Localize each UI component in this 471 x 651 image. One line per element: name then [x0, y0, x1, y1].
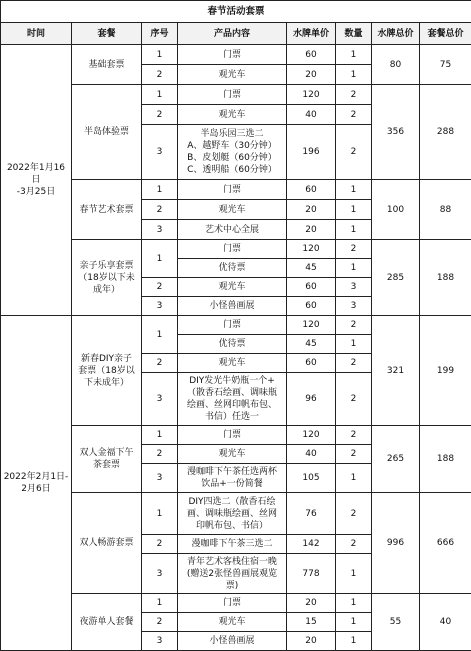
seq-cell: 3 — [142, 373, 178, 426]
unit-price-cell: 40 — [287, 105, 336, 125]
unit-price-cell: 96 — [287, 373, 336, 426]
unit-price-cell: 120 — [287, 316, 336, 335]
unit-price-cell: 60 — [287, 180, 336, 200]
seq-cell: 1 — [142, 240, 178, 278]
unit-price-cell: 120 — [287, 85, 336, 105]
product-cell: 漫咖啡下午茶三选二 — [178, 535, 287, 554]
list-total-cell: 80 — [372, 45, 420, 85]
header-unit-price: 水牌单价 — [287, 23, 336, 45]
product-cell: 门票 — [178, 180, 287, 200]
product-cell: 观光车 — [178, 354, 287, 373]
product-cell: 门票 — [178, 45, 287, 65]
seq-cell: 3 — [142, 632, 178, 651]
package-name: 新春DIY亲子 套票（18岁以 下未成年） — [72, 316, 142, 426]
quantity-cell: 1 — [336, 464, 372, 493]
unit-price-cell: 15 — [287, 613, 336, 632]
table-row — [1, 493, 471, 535]
seq-cell: 2 — [142, 613, 178, 632]
package-total-cell: 288 — [420, 85, 471, 180]
product-cell: 漫咖啡下午茶任选两杯 饮品+一份简餐 — [178, 464, 287, 493]
quantity-cell: 1 — [336, 200, 372, 220]
seq-cell: 3 — [142, 220, 178, 240]
product-cell: DIY四选二（散香石绘 画、调味瓶绘画、丝网 印帆布包、书信） — [178, 493, 287, 535]
period-cell: 2022年1月16日 -3月25日 — [1, 45, 72, 316]
unit-price-cell: 76 — [287, 493, 336, 535]
unit-price-cell: 778 — [287, 554, 336, 594]
product-cell: 小怪兽画展 — [178, 632, 287, 651]
quantity-cell: 2 — [336, 535, 372, 554]
package-total-cell: 666 — [420, 493, 471, 594]
quantity-cell: 2 — [336, 373, 372, 426]
list-total-cell: 321 — [372, 316, 420, 426]
unit-price-cell: 120 — [287, 240, 336, 259]
unit-price-cell: 60 — [287, 45, 336, 65]
unit-price-cell: 196 — [287, 125, 336, 180]
seq-cell: 1 — [142, 493, 178, 535]
package-name: 双人金福下午 茶套票 — [72, 426, 142, 493]
seq-cell: 3 — [142, 125, 178, 180]
package-total-cell: 188 — [420, 426, 471, 493]
unit-price-cell: 60 — [287, 297, 336, 316]
unit-price-cell: 40 — [287, 445, 336, 464]
seq-cell: 1 — [142, 426, 178, 445]
header-time: 时间 — [1, 23, 72, 45]
quantity-cell: 1 — [336, 259, 372, 278]
header-content: 产品内容 — [178, 23, 287, 45]
seq-cell: 2 — [142, 200, 178, 220]
header-list-total: 水牌总价 — [372, 23, 420, 45]
quantity-cell: 2 — [336, 316, 372, 335]
quantity-cell: 1 — [336, 613, 372, 632]
list-total-cell: 285 — [372, 240, 420, 316]
package-total-cell: 40 — [420, 594, 471, 651]
unit-price-cell: 20 — [287, 632, 336, 651]
package-total-cell: 199 — [420, 316, 471, 426]
table-row — [1, 240, 471, 259]
unit-price-cell: 20 — [287, 200, 336, 220]
product-cell: 小怪兽画展 — [178, 297, 287, 316]
seq-cell: 1 — [142, 594, 178, 613]
package-name: 半岛体验票 — [72, 85, 142, 180]
unit-price-cell: 45 — [287, 335, 336, 354]
product-cell: 优待票 — [178, 335, 287, 354]
unit-price-cell: 20 — [287, 594, 336, 613]
quantity-cell: 2 — [336, 354, 372, 373]
product-cell: 艺术中心全展 — [178, 220, 287, 240]
quantity-cell: 1 — [336, 554, 372, 594]
list-total-cell: 265 — [372, 426, 420, 493]
header-package-total: 套餐总价 — [420, 23, 471, 45]
table-row — [1, 85, 471, 105]
package-name: 基础套票 — [72, 45, 142, 85]
product-cell: 观光车 — [178, 613, 287, 632]
seq-cell: 2 — [142, 65, 178, 85]
list-total-cell: 100 — [372, 180, 420, 240]
quantity-cell: 2 — [336, 105, 372, 125]
seq-cell: 3 — [142, 554, 178, 594]
product-cell: 观光车 — [178, 105, 287, 125]
product-cell: 门票 — [178, 426, 287, 445]
unit-price-cell: 120 — [287, 426, 336, 445]
list-total-cell: 356 — [372, 85, 420, 180]
quantity-cell: 2 — [336, 493, 372, 535]
product-cell: 观光车 — [178, 65, 287, 85]
header-quantity: 数量 — [336, 23, 372, 45]
product-cell: DIY发光牛奶瓶一个+ （散香石绘画、调味瓶 绘画、丝网印帆布包、 书信）任选一 — [178, 373, 287, 426]
quantity-cell: 1 — [336, 632, 372, 651]
table-title: 春节活动套票 — [1, 1, 471, 23]
seq-cell: 1 — [142, 180, 178, 200]
unit-price-cell: 142 — [287, 535, 336, 554]
table-row — [1, 180, 471, 200]
unit-price-cell: 105 — [287, 464, 336, 493]
table-row — [1, 594, 471, 613]
unit-price-cell: 20 — [287, 65, 336, 85]
seq-cell: 1 — [142, 45, 178, 65]
seq-cell: 2 — [142, 105, 178, 125]
product-cell: 观光车 — [178, 445, 287, 464]
seq-cell: 1 — [142, 316, 178, 354]
unit-price-cell: 45 — [287, 259, 336, 278]
package-total-cell: 75 — [420, 45, 471, 85]
unit-price-cell: 60 — [287, 354, 336, 373]
seq-cell: 2 — [142, 278, 178, 297]
quantity-cell: 1 — [336, 180, 372, 200]
product-cell: 青年艺术客栈住宿一晚 (赠送2张怪兽画展观览 票) — [178, 554, 287, 594]
product-cell: 门票 — [178, 594, 287, 613]
quantity-cell: 2 — [336, 240, 372, 259]
list-total-cell: 996 — [372, 493, 420, 594]
product-cell: 门票 — [178, 85, 287, 105]
package-name: 亲子乐享套票 （18岁以下未 成年） — [72, 240, 142, 316]
quantity-cell: 1 — [336, 220, 372, 240]
period-cell: 2022年2月1日- 2月6日 — [1, 316, 72, 651]
product-cell: 半岛乐园三选二 A、越野车（30分钟） B、皮划艇（60分钟） C、透明船（60分钟） — [178, 125, 287, 180]
seq-cell: 3 — [142, 297, 178, 316]
quantity-cell: 3 — [336, 278, 372, 297]
quantity-cell: 1 — [336, 65, 372, 85]
list-total-cell: 55 — [372, 594, 420, 651]
package-total-cell: 88 — [420, 180, 471, 240]
table-row — [1, 45, 471, 65]
seq-cell: 3 — [142, 464, 178, 493]
seq-cell: 2 — [142, 445, 178, 464]
product-cell: 门票 — [178, 316, 287, 335]
quantity-cell: 2 — [336, 445, 372, 464]
package-name: 双人畅游套票 — [72, 493, 142, 594]
quantity-cell: 1 — [336, 45, 372, 65]
package-name: 春节艺术套票 — [72, 180, 142, 240]
seq-cell: 1 — [142, 85, 178, 105]
quantity-cell: 1 — [336, 335, 372, 354]
package-total-cell: 188 — [420, 240, 471, 316]
package-name: 夜游单人套餐 — [72, 594, 142, 651]
header-package: 套餐 — [72, 23, 142, 45]
product-cell: 优待票 — [178, 259, 287, 278]
product-cell: 观光车 — [178, 278, 287, 297]
unit-price-cell: 20 — [287, 220, 336, 240]
quantity-cell: 2 — [336, 125, 372, 180]
seq-cell: 2 — [142, 535, 178, 554]
quantity-cell: 2 — [336, 426, 372, 445]
quantity-cell: 3 — [336, 297, 372, 316]
product-cell: 观光车 — [178, 200, 287, 220]
table-row — [1, 316, 471, 335]
table-row — [1, 426, 471, 445]
quantity-cell: 2 — [336, 85, 372, 105]
product-cell: 门票 — [178, 240, 287, 259]
header-seq: 序号 — [142, 23, 178, 45]
quantity-cell: 1 — [336, 594, 372, 613]
seq-cell: 2 — [142, 354, 178, 373]
unit-price-cell: 60 — [287, 278, 336, 297]
